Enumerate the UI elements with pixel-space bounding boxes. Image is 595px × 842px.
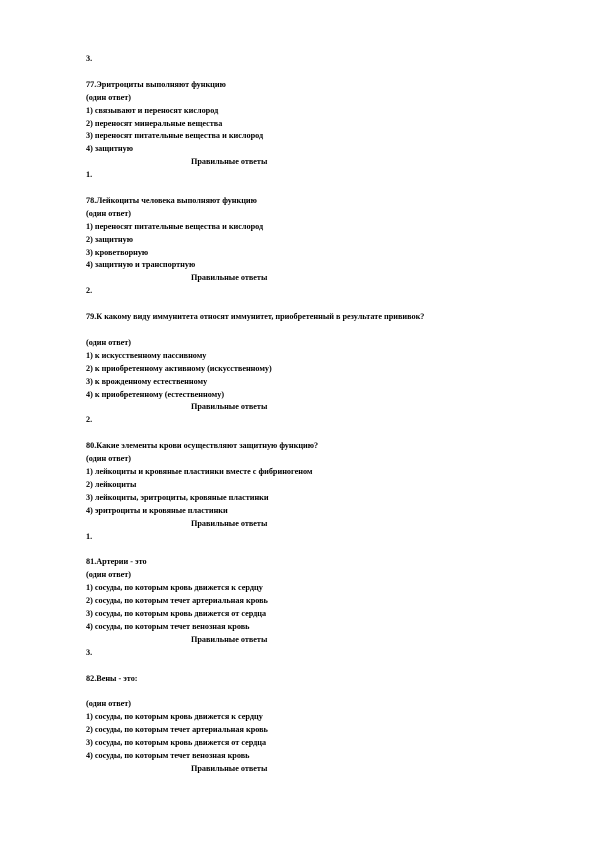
- option-2: 2) переносят минеральные вещества: [86, 118, 223, 128]
- question-title: 80.Какие элементы крови осуществляют защитную функцию?: [86, 441, 319, 451]
- question-block-80: [86, 440, 526, 543]
- option-4: 4) к приобретенному (естественному): [86, 389, 225, 399]
- correct-answers-header: Правильные ответы: [191, 763, 268, 773]
- option-3: 3) лейкоциты, эритроциты, кровяные пластинки: [86, 492, 269, 502]
- question-title: 78.Лейкоциты человека выполняют функцию: [86, 196, 257, 206]
- option-2: 2) сосуды, по которым течет артериальная кровь: [86, 725, 268, 735]
- correct-answer: 3.: [86, 647, 93, 657]
- correct-answer: 1.: [86, 531, 93, 541]
- correct-answers-header: Правильные ответы: [191, 518, 268, 528]
- question-block-79: [86, 311, 526, 427]
- option-3: 3) сосуды, по которым кровь движется от сердца: [86, 608, 267, 618]
- question-title: 81.Артерии - это: [86, 557, 147, 567]
- document-page: [86, 53, 526, 776]
- question-block-82: [86, 673, 526, 776]
- question-block-78: [86, 195, 526, 298]
- correct-answer: 1.: [86, 170, 93, 180]
- option-2: 2) к приобретенному активному (искусственному): [86, 363, 272, 373]
- option-2: 2) защитную: [86, 234, 133, 244]
- question-block-81: [86, 556, 526, 659]
- option-1: 1) лейкоциты и кровяные пластинки вместе с фибриногеном: [86, 467, 313, 477]
- correct-answer: 2.: [86, 415, 93, 425]
- previous-answer: 3.: [86, 54, 93, 63]
- question-title: 77.Эритроциты выполняют функцию: [86, 79, 226, 89]
- answer-mode: (один ответ): [86, 454, 132, 464]
- question-title: 79.К какому виду иммунитета относят иммунитет, приобретенный в результате прививок?: [86, 312, 425, 322]
- option-3: 3) кроветворную: [86, 247, 149, 257]
- option-3: 3) к врожденному естественному: [86, 376, 208, 386]
- option-1: 1) к искусственному пассивному: [86, 350, 207, 360]
- correct-answers-header: Правильные ответы: [191, 634, 268, 644]
- option-1: 1) связывают и переносят кислород: [86, 105, 219, 115]
- option-3: 3) сосуды, по которым кровь движется от сердца: [86, 738, 267, 748]
- option-1: 1) сосуды, по которым кровь движется к сердцу: [86, 583, 263, 593]
- answer-mode: (один ответ): [86, 699, 132, 709]
- answer-mode: (один ответ): [86, 570, 132, 580]
- answer-mode: (один ответ): [86, 92, 132, 102]
- option-4: 4) сосуды, по которым течет венозная кровь: [86, 621, 250, 631]
- correct-answer: 2.: [86, 286, 93, 296]
- correct-answers-header: Правильные ответы: [191, 157, 268, 167]
- option-1: 1) сосуды, по которым кровь движется к сердцу: [86, 712, 263, 722]
- option-4: 4) защитную: [86, 144, 133, 154]
- correct-answers-header: Правильные ответы: [191, 273, 268, 283]
- answer-mode: (один ответ): [86, 208, 132, 218]
- answer-mode: (один ответ): [86, 338, 132, 348]
- option-4: 4) защитную и транспортную: [86, 260, 196, 270]
- correct-answers-header: Правильные ответы: [191, 402, 268, 412]
- option-4: 4) эритроциты и кровяные пластинки: [86, 505, 228, 515]
- question-block-77: [86, 79, 526, 182]
- option-2: 2) лейкоциты: [86, 479, 137, 489]
- option-2: 2) сосуды, по которым течет артериальная кровь: [86, 596, 268, 606]
- option-4: 4) сосуды, по которым течет венозная кровь: [86, 750, 250, 760]
- question-title: 82.Вены - это:: [86, 673, 138, 683]
- option-3: 3) переносят питательные вещества и кислород: [86, 131, 264, 141]
- option-1: 1) переносят питательные вещества и кислород: [86, 221, 264, 231]
